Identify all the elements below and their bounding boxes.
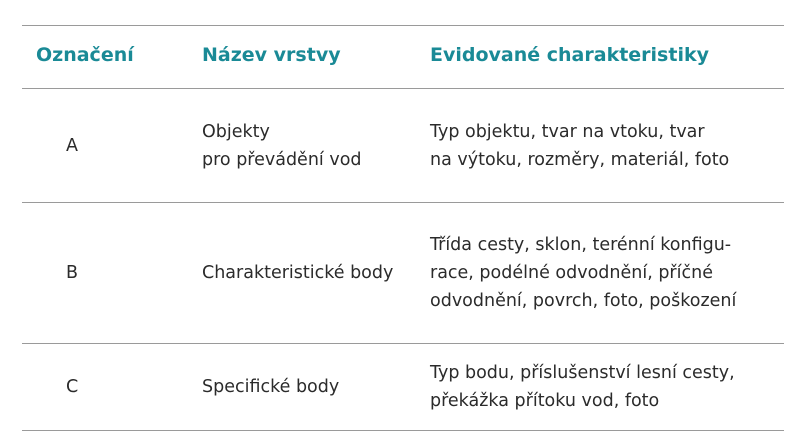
row-a-char-line-2: na výtoku, rozměry, materiál, foto <box>430 149 730 170</box>
row-a-code-text: A <box>66 135 78 156</box>
header-layer-name: Název vrstvy <box>202 44 341 66</box>
row-a-name-line-2: pro převádění vod <box>202 149 362 170</box>
row-c-characteristics <box>430 344 780 430</box>
row-a-name <box>202 89 432 202</box>
row-a-characteristics <box>430 89 780 202</box>
row-c-char-line-2: překážka přítoku vod, foto <box>430 391 660 411</box>
row-c-code <box>66 344 86 430</box>
table-bottom-rule <box>22 430 784 431</box>
row-c-name <box>202 344 432 430</box>
row-b-char-line-3: odvodnění, povrch, foto, poškození <box>430 291 737 311</box>
row-b-name <box>202 203 432 343</box>
row-b-name-line-1: Charakteristické body <box>202 263 394 283</box>
row-b-code-text: B <box>66 263 79 283</box>
row-b-char-line-2: race, podélné odvodnění, příčné <box>430 263 713 283</box>
table-top-rule <box>22 25 784 26</box>
row-c-name-line-1: Specifické body <box>202 377 340 397</box>
row-c-char-line-1: Typ bodu, příslušenství lesní cesty, <box>430 363 735 383</box>
header-code: Označení <box>36 44 134 66</box>
row-a-name-line-1: Objekty <box>202 121 270 142</box>
row-b-char-line-1: Třída cesty, sklon, terénní konfigu- <box>430 235 732 255</box>
header-characteristics: Evidované charakteristiky <box>430 44 709 66</box>
row-c-code-text: C <box>66 377 79 397</box>
row-b-code <box>66 203 86 343</box>
row-a-char-line-1: Typ objektu, tvar na vtoku, tvar <box>430 121 705 142</box>
row-a-code <box>66 89 86 202</box>
row-b-characteristics <box>430 203 780 343</box>
